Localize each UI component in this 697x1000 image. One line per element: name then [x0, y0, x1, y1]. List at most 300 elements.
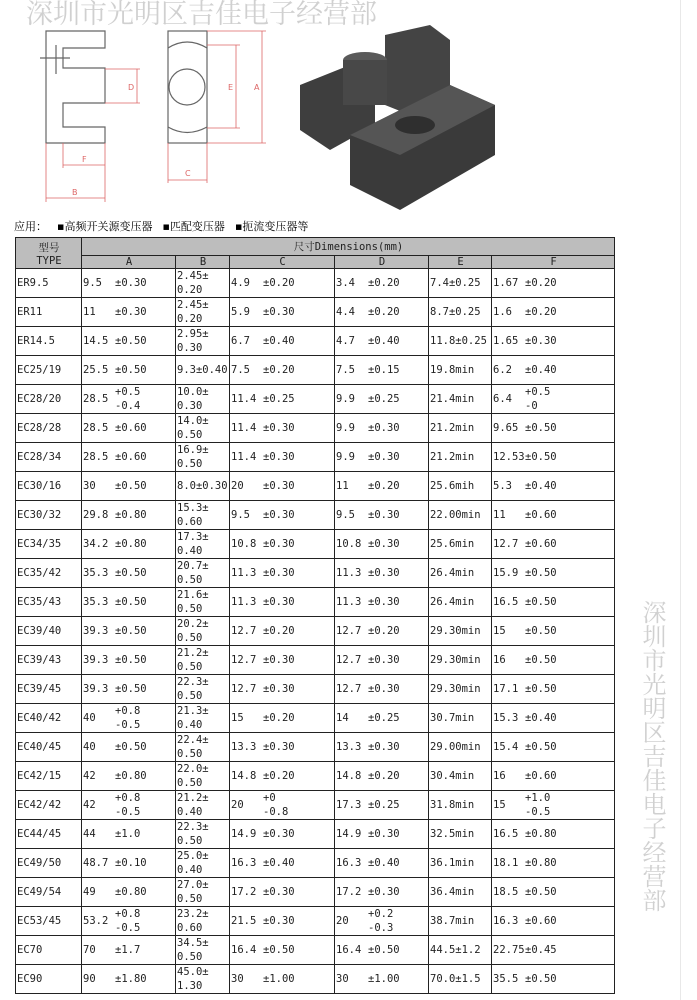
tolerance-value: ±1.00 [368, 973, 400, 985]
tolerance-value: ±0.50 [525, 596, 557, 608]
dim-a-cell [82, 472, 176, 501]
type-cell: EC35/43 [16, 588, 82, 617]
nominal-value: 14.9 [336, 828, 362, 840]
nominal-value: 15 [231, 712, 244, 724]
tolerance-value: ±0.30 [263, 915, 295, 927]
dim-e-cell: 26.4min [429, 588, 492, 617]
type-header-en: TYPE [36, 254, 62, 267]
label-b: B [72, 188, 78, 197]
tolerance-value: ±0.40 [525, 480, 557, 492]
dim-e-cell: 25.6min [429, 530, 492, 559]
dim-e-cell: 36.1min [429, 849, 492, 878]
dim-e-cell: 8.7±0.25 [429, 298, 492, 327]
dim-b-cell: 16.9± 0.50 [176, 443, 230, 472]
nominal-value: 15 [493, 799, 506, 811]
tolerance-value: ±0.30 [368, 886, 400, 898]
nominal-value: 12.7 [231, 683, 257, 695]
tolerance-value: ±0.45 [525, 944, 557, 956]
tolerance-value: ±0.20 [368, 770, 400, 782]
dim-e-cell: 26.4min [429, 559, 492, 588]
tolerance-value: ±0.30 [263, 538, 295, 550]
type-cell: EC49/50 [16, 849, 82, 878]
dim-d-cell [335, 820, 429, 849]
dim-a-cell [82, 733, 176, 762]
tolerance-value: ±0.50 [115, 741, 147, 753]
dim-e-cell: 36.4min [429, 878, 492, 907]
nominal-value: 11 [493, 509, 506, 521]
tolerance-value: +0.8 -0.5 [115, 908, 141, 934]
tolerance-value: ±0.40 [263, 857, 295, 869]
dim-d-cell [335, 878, 429, 907]
type-cell: EC28/34 [16, 443, 82, 472]
table-row [16, 617, 615, 646]
nominal-value: 4.4 [336, 306, 355, 318]
dim-c-cell [230, 356, 335, 385]
dim-b-cell: 27.0± 0.50 [176, 878, 230, 907]
tolerance-value: ±0.50 [115, 596, 147, 608]
dim-e-cell: 32.5min [429, 820, 492, 849]
nominal-value: 30 [231, 973, 244, 985]
table-row [16, 298, 615, 327]
nominal-value: 39.3 [83, 683, 109, 695]
nominal-value: 15.4 [493, 741, 519, 753]
dim-a-cell [82, 936, 176, 965]
dim-c-cell [230, 385, 335, 414]
dim-f-cell [492, 559, 615, 588]
tolerance-value: +0.2 -0.3 [368, 908, 394, 934]
tolerance-value: ±0.60 [525, 770, 557, 782]
tolerance-value: ±0.30 [263, 480, 295, 492]
nominal-value: 28.5 [83, 451, 109, 463]
label-e: E [228, 83, 234, 92]
tolerance-value: +0 -0.8 [263, 792, 289, 818]
tolerance-value: ±0.30 [368, 828, 400, 840]
table-row [16, 704, 615, 733]
nominal-value: 6.7 [231, 335, 250, 347]
tolerance-value: ±0.50 [525, 886, 557, 898]
dim-a-cell [82, 298, 176, 327]
tolerance-value: ±0.20 [263, 277, 295, 289]
dim-c-cell [230, 762, 335, 791]
tolerance-value: ±0.30 [368, 596, 400, 608]
tolerance-value: ±0.50 [525, 567, 557, 579]
dim-e-cell: 25.6mih [429, 472, 492, 501]
nominal-value: 35.5 [493, 973, 519, 985]
dim-d-cell [335, 646, 429, 675]
dim-f-cell [492, 849, 615, 878]
table-row [16, 327, 615, 356]
table-row [16, 588, 615, 617]
dim-c-cell [230, 849, 335, 878]
dim-e-cell: 7.4±0.25 [429, 269, 492, 298]
type-cell: EC90 [16, 965, 82, 994]
tolerance-value: ±0.30 [263, 596, 295, 608]
nominal-value: 12.7 [336, 683, 362, 695]
applications-label: 应用： [14, 220, 47, 233]
type-cell: EC39/43 [16, 646, 82, 675]
nominal-value: 11.3 [231, 596, 257, 608]
nominal-value: 30 [83, 480, 96, 492]
dim-a-cell [82, 791, 176, 820]
dim-f-cell [492, 878, 615, 907]
dim-d-cell [335, 704, 429, 733]
type-cell: EC53/45 [16, 907, 82, 936]
table-row [16, 559, 615, 588]
nominal-value: 29.8 [83, 509, 109, 521]
nominal-value: 16 [493, 770, 506, 782]
tolerance-value: ±0.25 [263, 393, 295, 405]
dim-e-cell: 29.00min [429, 733, 492, 762]
tolerance-value: ±0.50 [263, 944, 295, 956]
nominal-value: 15 [493, 625, 506, 637]
tolerance-value: ±0.30 [263, 567, 295, 579]
dim-f-cell [492, 820, 615, 849]
dim-b-cell: 9.3±0.40 [176, 356, 230, 385]
tolerance-value: ±0.30 [368, 741, 400, 753]
table-row [16, 878, 615, 907]
dim-b-cell: 22.3± 0.50 [176, 820, 230, 849]
nominal-value: 20 [231, 799, 244, 811]
nominal-value: 1.6 [493, 306, 512, 318]
nominal-value: 39.3 [83, 654, 109, 666]
type-cell: EC40/45 [16, 733, 82, 762]
tolerance-value: ±0.50 [115, 480, 147, 492]
nominal-value: 5.3 [493, 480, 512, 492]
nominal-value: 16.3 [336, 857, 362, 869]
tolerance-value: ±1.0 [115, 828, 141, 840]
dim-f-cell [492, 675, 615, 704]
dim-a-cell [82, 704, 176, 733]
type-cell: EC70 [16, 936, 82, 965]
dim-e-cell: 44.5±1.2 [429, 936, 492, 965]
dim-e-cell: 29.30min [429, 646, 492, 675]
nominal-value: 16.3 [493, 915, 519, 927]
dim-d-cell [335, 791, 429, 820]
table-row [16, 385, 615, 414]
dim-d-cell [335, 530, 429, 559]
tolerance-value: ±0.30 [368, 509, 400, 521]
nominal-value: 14.5 [83, 335, 109, 347]
dim-b-cell: 45.0± 1.30 [176, 965, 230, 994]
dim-f-cell [492, 965, 615, 994]
nominal-value: 14.8 [231, 770, 257, 782]
dim-d-cell [335, 559, 429, 588]
tolerance-value: ±0.50 [115, 625, 147, 637]
table-row [16, 269, 615, 298]
table-row [16, 530, 615, 559]
nominal-value: 11.3 [231, 567, 257, 579]
nominal-value: 20 [231, 480, 244, 492]
dim-a-cell [82, 269, 176, 298]
nominal-value: 4.7 [336, 335, 355, 347]
tolerance-value: ±0.80 [525, 828, 557, 840]
application-item: ▪高频开关源变压器 [57, 220, 153, 233]
dim-b-cell: 20.7± 0.50 [176, 559, 230, 588]
dim-b-cell: 14.0± 0.50 [176, 414, 230, 443]
table-row [16, 849, 615, 878]
type-cell: EC42/42 [16, 791, 82, 820]
nominal-value: 10.8 [231, 538, 257, 550]
dim-e-cell: 11.8±0.25 [429, 327, 492, 356]
nominal-value: 16.5 [493, 828, 519, 840]
tolerance-value: ±0.20 [263, 770, 295, 782]
tolerance-value: ±0.40 [525, 712, 557, 724]
tolerance-value: ±0.30 [263, 509, 295, 521]
tolerance-value: ±0.60 [115, 422, 147, 434]
table-row [16, 733, 615, 762]
dim-f-cell [492, 646, 615, 675]
dim-e-cell: 30.7min [429, 704, 492, 733]
dim-a-cell [82, 443, 176, 472]
dim-c-cell [230, 733, 335, 762]
tolerance-value: ±0.15 [368, 364, 400, 376]
tolerance-value: ±0.50 [115, 683, 147, 695]
dim-d-cell [335, 617, 429, 646]
dim-b-cell: 2.45± 0.20 [176, 298, 230, 327]
type-cell: ER14.5 [16, 327, 82, 356]
column-header-a: A [82, 256, 176, 269]
dim-d-cell [335, 936, 429, 965]
dim-b-cell: 10.0± 0.30 [176, 385, 230, 414]
dim-c-cell [230, 791, 335, 820]
dim-e-cell: 38.7min [429, 907, 492, 936]
dim-f-cell [492, 385, 615, 414]
tolerance-value: ±0.20 [263, 712, 295, 724]
nominal-value: 11.3 [336, 567, 362, 579]
type-cell: EC25/19 [16, 356, 82, 385]
type-header-zh: 型号 [38, 241, 60, 254]
nominal-value: 48.7 [83, 857, 109, 869]
dim-e-cell: 22.00min [429, 501, 492, 530]
nominal-value: 1.67 [493, 277, 519, 289]
type-cell: EC28/20 [16, 385, 82, 414]
nominal-value: 18.5 [493, 886, 519, 898]
dim-f-cell [492, 704, 615, 733]
tolerance-value: ±0.30 [368, 422, 400, 434]
tolerance-value: ±0.30 [368, 683, 400, 695]
table-row [16, 472, 615, 501]
dim-c-cell [230, 646, 335, 675]
type-cell: EC39/45 [16, 675, 82, 704]
type-cell: EC28/28 [16, 414, 82, 443]
dim-a-cell [82, 356, 176, 385]
type-cell: EC35/42 [16, 559, 82, 588]
tolerance-value: ±0.20 [263, 625, 295, 637]
column-header-b: B [176, 256, 230, 269]
type-cell: EC40/42 [16, 704, 82, 733]
type-cell: EC39/40 [16, 617, 82, 646]
dim-e-cell: 30.4min [429, 762, 492, 791]
dim-e-cell: 19.8min [429, 356, 492, 385]
tolerance-value: ±0.40 [263, 335, 295, 347]
dim-d-cell [335, 472, 429, 501]
nominal-value: 6.2 [493, 364, 512, 376]
nominal-value: 35.3 [83, 567, 109, 579]
tolerance-value: ±0.50 [115, 654, 147, 666]
dim-d-cell [335, 907, 429, 936]
dim-b-cell: 34.5± 0.50 [176, 936, 230, 965]
dim-f-cell [492, 472, 615, 501]
nominal-value: 25.5 [83, 364, 109, 376]
tolerance-value: ±0.20 [525, 306, 557, 318]
tolerance-value: ±0.30 [263, 306, 295, 318]
dim-d-cell [335, 733, 429, 762]
nominal-value: 11.3 [336, 596, 362, 608]
table-row [16, 907, 615, 936]
nominal-value: 14.8 [336, 770, 362, 782]
core-dimensions-table [15, 237, 615, 994]
tolerance-value: ±0.30 [263, 828, 295, 840]
nominal-value: 15.3 [493, 712, 519, 724]
dim-a-cell [82, 501, 176, 530]
nominal-value: 9.65 [493, 422, 519, 434]
applications-line [14, 218, 308, 234]
tolerance-value: +0.8 -0.5 [115, 792, 141, 818]
tolerance-value: ±0.80 [115, 509, 147, 521]
dim-d-cell [335, 298, 429, 327]
table-row [16, 965, 615, 994]
tolerance-value: ±1.00 [263, 973, 295, 985]
dim-d-cell [335, 588, 429, 617]
tolerance-value: +0.5 -0.4 [115, 386, 141, 412]
dim-b-cell: 17.3± 0.40 [176, 530, 230, 559]
nominal-value: 20 [336, 915, 349, 927]
dim-a-cell [82, 530, 176, 559]
nominal-value: 11.4 [231, 451, 257, 463]
dim-d-cell [335, 327, 429, 356]
dim-d-cell [335, 443, 429, 472]
dim-c-cell [230, 820, 335, 849]
table-row [16, 936, 615, 965]
nominal-value: 90 [83, 973, 96, 985]
label-c: C [185, 169, 191, 178]
nominal-value: 28.5 [83, 393, 109, 405]
nominal-value: 7.5 [336, 364, 355, 376]
type-cell: EC42/15 [16, 762, 82, 791]
dim-c-cell [230, 414, 335, 443]
tolerance-value: ±0.60 [525, 538, 557, 550]
dim-c-cell [230, 675, 335, 704]
tolerance-value: ±0.50 [368, 944, 400, 956]
dim-d-cell [335, 385, 429, 414]
nominal-value: 17.3 [336, 799, 362, 811]
nominal-value: 12.7 [336, 625, 362, 637]
dim-b-cell: 22.4± 0.50 [176, 733, 230, 762]
nominal-value: 42 [83, 770, 96, 782]
dim-c-cell [230, 907, 335, 936]
watermark: 深圳市光明区吉佳电子经营部 [26, 0, 377, 30]
tolerance-value: ±0.20 [263, 364, 295, 376]
nominal-value: 6.4 [493, 393, 512, 405]
tolerance-value: ±0.60 [525, 509, 557, 521]
nominal-value: 49 [83, 886, 96, 898]
tolerance-value: +0.8 -0.5 [115, 705, 141, 731]
dim-b-cell: 21.3± 0.40 [176, 704, 230, 733]
dim-d-cell [335, 501, 429, 530]
dim-b-cell: 8.0±0.30 [176, 472, 230, 501]
dim-b-cell: 20.2± 0.50 [176, 617, 230, 646]
dim-a-cell [82, 559, 176, 588]
nominal-value: 12.7 [231, 654, 257, 666]
dim-a-cell [82, 646, 176, 675]
dim-b-cell: 21.2± 0.50 [176, 646, 230, 675]
table-row [16, 501, 615, 530]
nominal-value: 35.3 [83, 596, 109, 608]
dim-c-cell [230, 472, 335, 501]
tolerance-value: ±0.50 [525, 654, 557, 666]
label-d: D [128, 83, 135, 92]
application-item: ▪匹配变压器 [162, 220, 225, 233]
dim-a-cell [82, 849, 176, 878]
dim-a-cell [82, 820, 176, 849]
dim-b-cell: 23.2± 0.60 [176, 907, 230, 936]
tolerance-value: ±0.60 [115, 451, 147, 463]
table-row [16, 414, 615, 443]
nominal-value: 70 [83, 944, 96, 956]
nominal-value: 5.9 [231, 306, 250, 318]
nominal-value: 44 [83, 828, 96, 840]
tolerance-value: ±1.7 [115, 944, 141, 956]
nominal-value: 9.9 [336, 451, 355, 463]
dim-f-cell [492, 791, 615, 820]
dim-f-cell [492, 936, 615, 965]
dim-b-cell: 22.0± 0.50 [176, 762, 230, 791]
tolerance-value: ±0.50 [525, 683, 557, 695]
tolerance-value: ±0.40 [368, 857, 400, 869]
dim-f-cell [492, 356, 615, 385]
dim-c-cell [230, 936, 335, 965]
dim-b-cell: 25.0± 0.40 [176, 849, 230, 878]
dim-a-cell [82, 878, 176, 907]
dim-a-cell [82, 907, 176, 936]
tolerance-value: ±0.20 [368, 277, 400, 289]
tolerance-value: ±0.80 [115, 538, 147, 550]
watermark: 深圳市光明区吉佳电子经营部 [638, 600, 666, 912]
table-row [16, 791, 615, 820]
tolerance-value: ±0.25 [368, 393, 400, 405]
nominal-value: 9.9 [336, 422, 355, 434]
dim-f-cell [492, 588, 615, 617]
tolerance-value: ±0.40 [525, 364, 557, 376]
dim-e-cell: 21.4min [429, 385, 492, 414]
dim-b-cell: 22.3± 0.50 [176, 675, 230, 704]
column-header-e: E [429, 256, 492, 269]
type-cell: EC30/16 [16, 472, 82, 501]
label-a: A [254, 83, 260, 92]
nominal-value: 16.4 [231, 944, 257, 956]
tolerance-value: ±0.20 [525, 277, 557, 289]
dim-d-cell [335, 356, 429, 385]
dim-f-cell [492, 501, 615, 530]
dim-f-cell [492, 907, 615, 936]
nominal-value: 16.3 [231, 857, 257, 869]
nominal-value: 9.5 [231, 509, 250, 521]
tolerance-value: ±0.30 [263, 422, 295, 434]
dim-c-cell [230, 298, 335, 327]
type-cell: EC49/54 [16, 878, 82, 907]
nominal-value: 21.5 [231, 915, 257, 927]
nominal-value: 11 [83, 306, 96, 318]
nominal-value: 9.5 [83, 277, 102, 289]
dim-f-cell [492, 298, 615, 327]
tolerance-value: ±0.20 [368, 306, 400, 318]
tolerance-value: ±0.30 [368, 567, 400, 579]
nominal-value: 40 [83, 741, 96, 753]
tolerance-value: ±0.30 [263, 741, 295, 753]
type-cell: EC30/32 [16, 501, 82, 530]
dim-d-cell [335, 675, 429, 704]
dim-b-cell: 15.3± 0.60 [176, 501, 230, 530]
